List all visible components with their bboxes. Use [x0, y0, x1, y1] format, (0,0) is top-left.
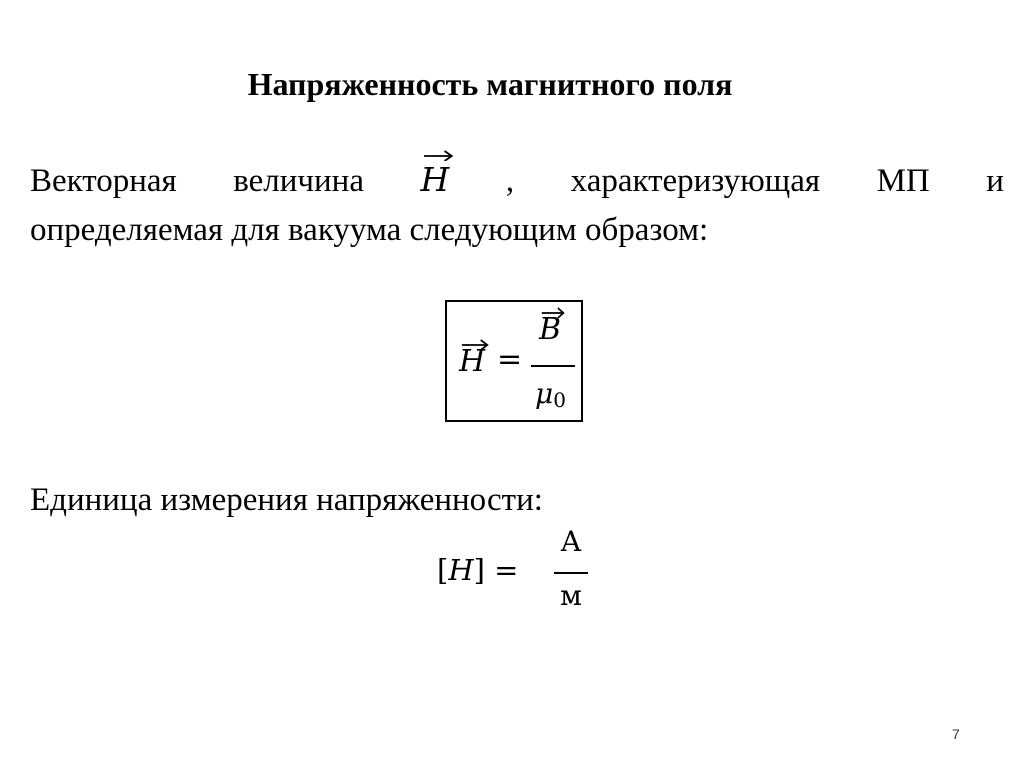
units-formula: [437, 524, 597, 614]
units-fraction-bar: [554, 572, 588, 574]
word-mp: МП: [876, 163, 930, 199]
formula-denominator-mu: μ: [535, 377, 554, 410]
vector-arrow-icon: [461, 338, 489, 350]
formula-lhs-vector-h: [459, 344, 485, 380]
definition-line-1: [30, 155, 1004, 206]
formula-equals: =: [497, 342, 523, 377]
units-open-bracket: [: [437, 553, 449, 587]
units-numerator: А: [560, 525, 582, 558]
formula-box: [445, 300, 583, 422]
definition-line-2: определяемая для вакуума следующим образом:: [30, 212, 709, 248]
units-symbol-h: H: [448, 553, 474, 587]
page-number: 7: [952, 726, 960, 742]
comma: ,: [505, 163, 515, 199]
formula-fraction-bar: [531, 365, 575, 367]
units-equals: =: [494, 553, 519, 587]
units-label: Единица измерения напряженности:: [30, 482, 543, 518]
formula-denominator-subscript: 0: [553, 388, 566, 412]
units-lhs: [437, 552, 518, 588]
word-i: и: [986, 163, 1004, 199]
slide-title: Напряженность магнитного поля: [247, 66, 733, 102]
vector-h-letter: H: [420, 160, 450, 199]
formula-lhs-letter: H: [459, 344, 486, 379]
word-velichina: величина: [233, 163, 364, 199]
vector-h-symbol: [421, 155, 450, 205]
formula-numerator-letter: B: [539, 312, 562, 347]
vector-arrow-icon: [541, 306, 565, 318]
units-denominator: м: [560, 579, 582, 612]
units-close-bracket: ]: [473, 553, 485, 587]
word-vectornaya: Векторная: [30, 163, 177, 199]
formula-numerator-vector-b: [539, 312, 561, 348]
formula-denominator: [535, 376, 566, 418]
word-kharakterizuyushchaya: характеризующая: [570, 163, 821, 199]
vector-arrow-icon: [423, 149, 454, 161]
